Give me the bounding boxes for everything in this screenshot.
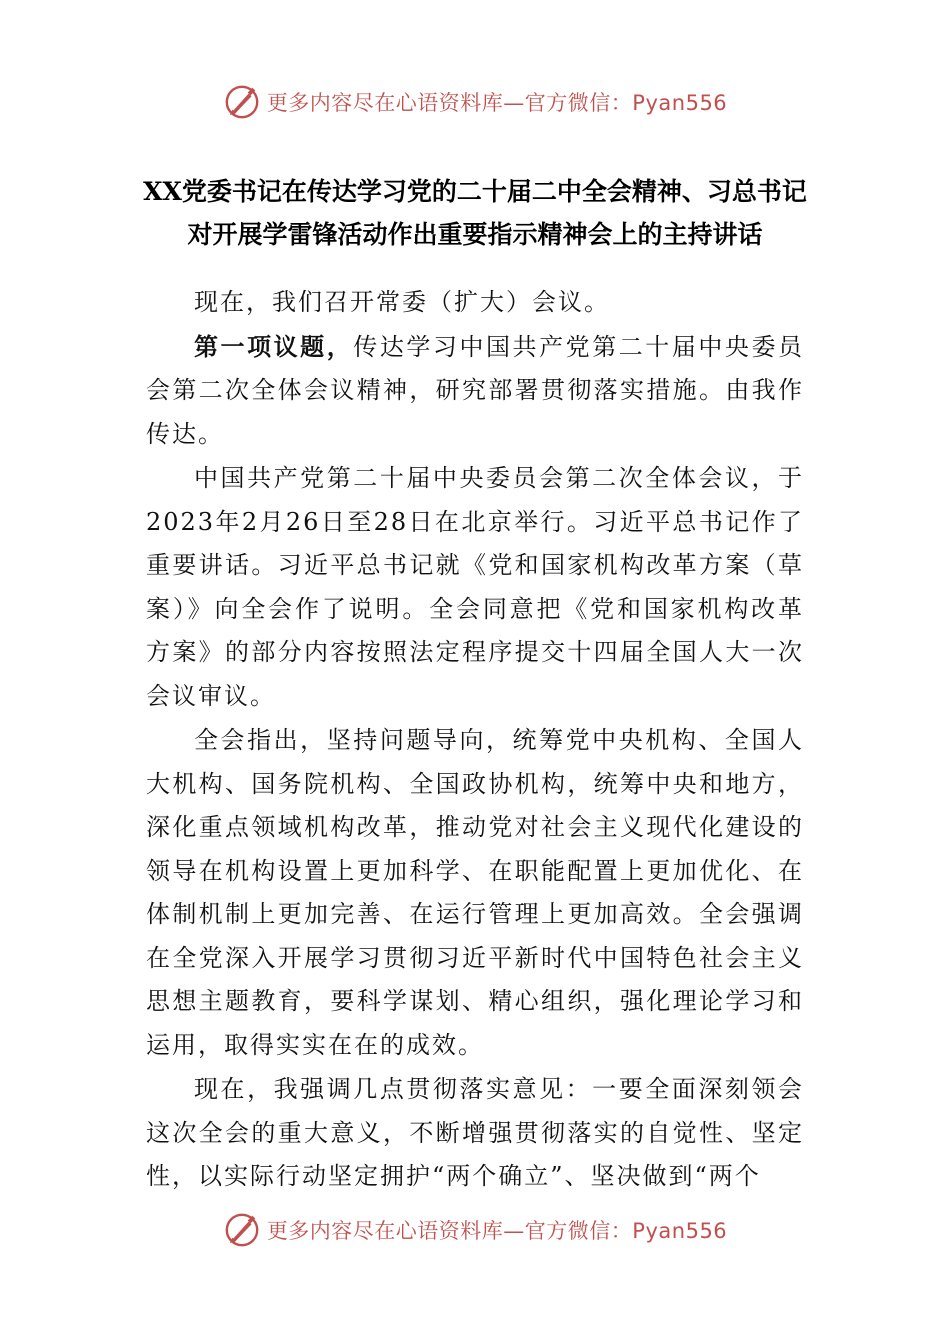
paragraph [146,718,804,1067]
document-title: XX党委书记在传达学习党的二十届二中全会精神、习总书记对开展学雷锋活动作出重要指示精神会上的主持讲话 [143,177,807,249]
paragraph [146,456,804,718]
paragraph [146,325,804,457]
banner-text: 更多内容尽在心语资料库—官方微信：Pyan556 [266,91,728,115]
paragraph [146,280,804,325]
paragraph-text: 全会指出，坚持问题导向，统筹党中央机构、全国人大机构、国务院机构、全国政协机构，统筹中央和地方，深化重点领域机构改革，推动党对社会主义现代化建设的领导在机构设置上更加科学、在职能配置上更加优化、在体制机制上更加完善、在运行管理上更加高效。全会强调在全党深入开展学习贯彻习近平新时代中国特色社会主义思想主题教育，要科学谋划、精心组织，强化理论学习和运用，取得实实在在的成效。 [146,726,804,1059]
paragraph-lead: 第一项议题， [194,331,354,361]
paragraph [146,1067,804,1199]
banner-text: 更多内容尽在心语资料库—官方微信：Pyan556 [266,1219,728,1243]
footer-banner [0,1208,950,1252]
paragraph-text: 中国共产党第二十届中央委员会第二次全体会议，于2023年2月26日至28日在北京举行。习近平总书记作了重要讲话。习近平总书记就《党和国家机构改革方案（草案）》向全会作了说明。全会同意把《党和国家机构改革方案》的部分内容按照法定程序提交十四届全国人大一次会议审议。 [146,464,804,710]
pen-logo-icon [223,83,261,121]
document-body [146,280,804,1199]
paragraph-text: 现在，我强调几点贯彻落实意见：一要全面深刻领会这次全会的重大意义，不断增强贯彻落实的自觉性、坚定性，以实际行动坚定拥护“两个确立”、坚决做到“两个 [146,1075,804,1190]
header-banner [0,80,950,124]
paragraph-text: 现在，我们召开常委（扩大）会议。 [194,288,610,316]
paragraph-text: 传达学习中国共产党第二十届中央委员会第二次全体会议精神，研究部署贯彻落实措施。由我作传达。 [146,332,805,448]
pen-logo-icon [223,1211,261,1249]
